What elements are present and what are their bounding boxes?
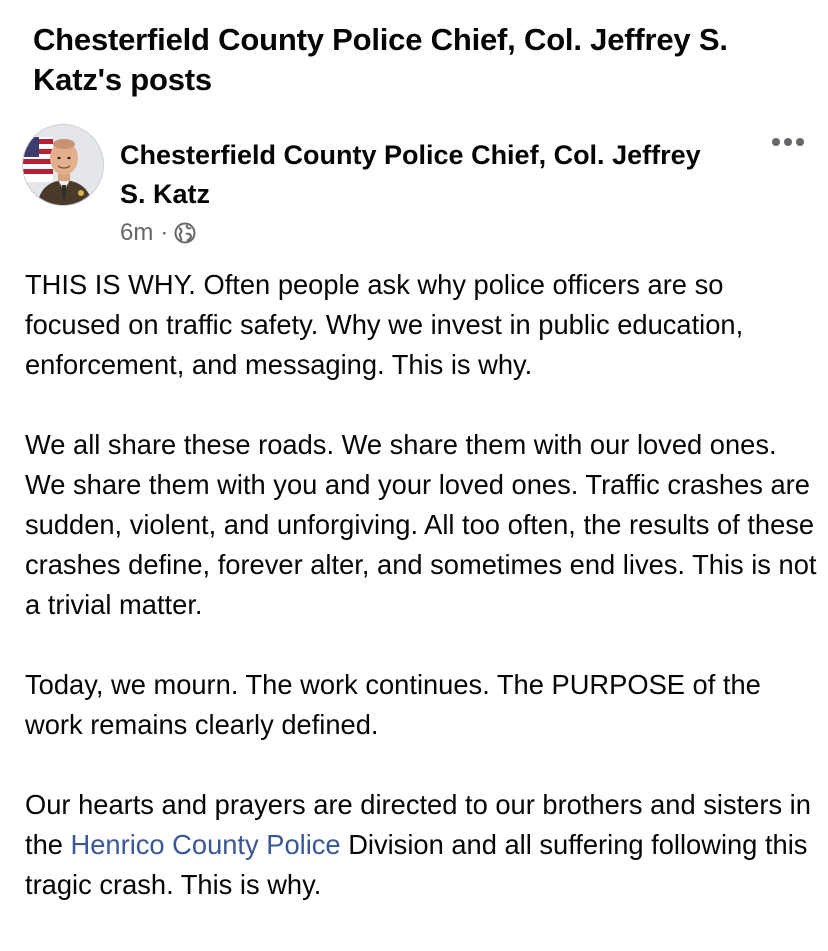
more-options-icon[interactable]: [772, 138, 804, 146]
post-paragraph: THIS IS WHY. Often people ask why police officers are so focused on traffic safety. Why we invest in public education, enforcement, and messaging. This is why.: [25, 269, 744, 380]
post-body: [25, 265, 820, 945]
henrico-police-link[interactable]: Henrico County Police: [70, 829, 341, 860]
more-dot: [772, 138, 780, 146]
more-dot: [784, 138, 792, 146]
avatar-image: [23, 125, 104, 206]
meta-separator: ·: [160, 219, 169, 246]
post-timestamp[interactable]: 6m: [120, 219, 154, 246]
paragraph-text-before-link: Our hearts and prayers are directed to our brothers and sisters in the: [25, 789, 811, 860]
post-paragraph: We all share these roads. We share them with our loved ones. We share them with you and your loved ones. Traffic crashes are sudden, violent, and unforgiving. All too often, the results of these crashes define, forever alter, and sometimes end lives. This is not a trivial matter.: [25, 429, 817, 620]
post-header: [22, 124, 812, 254]
post-paragraph: Today, we mourn. The work continues. The PURPOSE of the work remains clearly defined.: [25, 669, 761, 740]
more-dot: [796, 138, 804, 146]
globe-icon[interactable]: [174, 222, 196, 244]
post-paragraph-last: [25, 785, 820, 905]
page-title: Chesterfield County Police Chief, Col. Jeffrey S. Katz's posts: [33, 22, 728, 97]
post-meta: [120, 218, 196, 248]
author-avatar[interactable]: [22, 124, 104, 206]
author-name[interactable]: Chesterfield County Police Chief, Col. Jeffrey S. Katz: [120, 140, 701, 209]
paragraph-text-after-link: Division and all suffering following this tragic crash. This is why.: [25, 829, 808, 900]
